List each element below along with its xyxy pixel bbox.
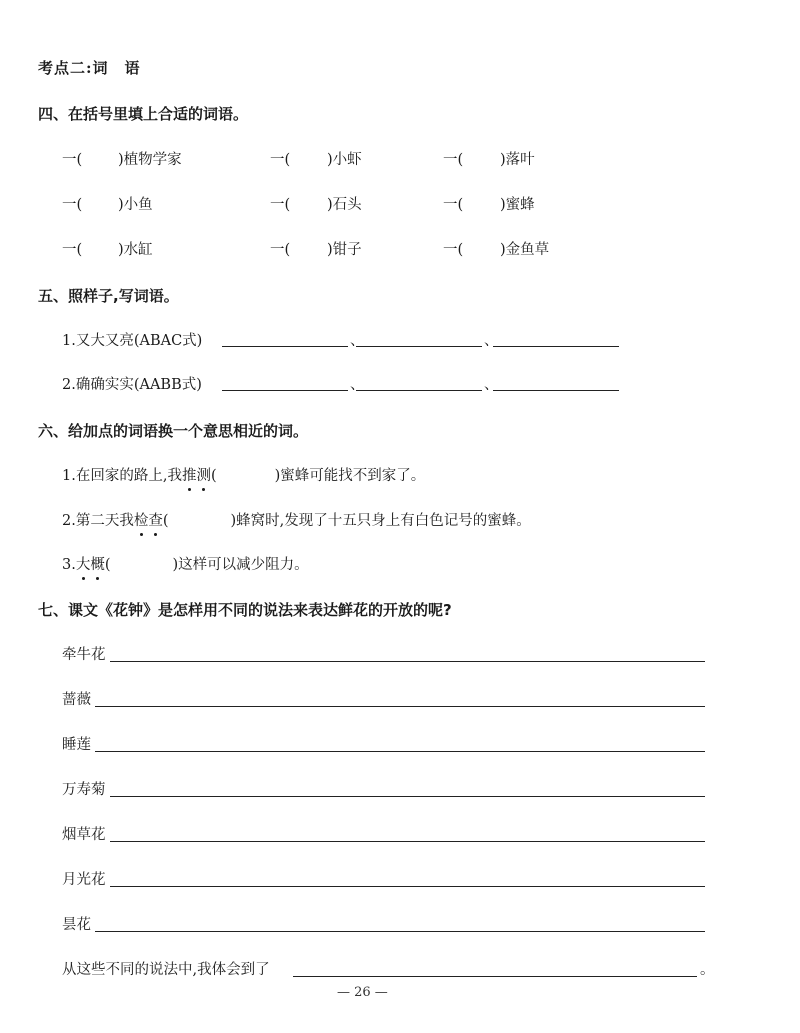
answer-line[interactable] [95,706,705,707]
sentence-text: )蜂窝时,发现了十五只身上有白色记号的蜜蜂。 [230,513,531,529]
flower-label: 月光花 [62,872,106,888]
fill-prefix: 一( [62,152,83,168]
sentence-text: 3. [62,557,76,573]
question-4-title: 四、在括号里填上合适的词语。 [38,105,249,123]
period: 。 [700,962,715,978]
answer-line[interactable] [110,796,705,797]
separator: 、 [484,377,499,393]
answer-line[interactable] [293,976,697,977]
fill-prefix: 一( [443,152,464,168]
question-5-title: 五、照样子,写词语。 [38,287,179,305]
fill-suffix: )蜜蜂 [500,197,535,213]
section-heading: 考点二:词 语 [38,59,141,77]
answer-line[interactable] [493,346,619,347]
fill-prefix: 一( [270,152,291,168]
fill-suffix: )石头 [327,197,362,213]
answer-line[interactable] [356,390,482,391]
dotted-char: 测 [196,468,211,484]
answer-line[interactable] [110,841,705,842]
flower-label: 牵牛花 [62,647,106,663]
separator: 、 [350,333,365,349]
flower-label: 睡莲 [62,737,91,753]
sentence-text: 1.在回家的路上,我 [62,468,182,484]
fill-suffix: )植物学家 [118,152,182,168]
open-paren: ( [162,513,169,529]
flower-label: 昙花 [62,917,91,933]
fill-prefix: 一( [443,242,464,258]
answer-line[interactable] [356,346,482,347]
fill-prefix: 一( [270,242,291,258]
answer-line[interactable] [110,886,705,887]
answer-line[interactable] [95,751,705,752]
question-6-title: 六、给加点的词语换一个意思相近的词。 [38,422,309,440]
dotted-char: 大 [75,557,91,573]
fill-prefix: 一( [62,242,83,258]
separator: 、 [350,377,365,393]
flower-label: 蔷薇 [62,692,91,708]
question-7-title: 七、课文《花钟》是怎样用不同的说法来表达鲜花的开放的呢? [38,601,452,619]
fill-suffix: )钳子 [327,242,362,258]
flower-label: 万寿菊 [62,782,106,798]
open-paren: ( [104,557,111,573]
fill-suffix: )水缸 [118,242,153,258]
dotted-char: 查 [148,513,163,529]
question-6-item-2 [62,509,531,530]
fill-prefix: 一( [62,197,83,213]
question-5-item-2-prompt: 2.确确实实(AABB式) [62,377,202,393]
fill-prefix: 一( [443,197,464,213]
answer-line[interactable] [222,390,348,391]
dotted-char: 检 [133,513,149,529]
answer-line[interactable] [110,661,705,662]
conclusion-prompt: 从这些不同的说法中,我体会到了 [62,962,270,978]
sentence-text: )这样可以减少阻力。 [172,557,309,573]
sentence-text: )蜜蜂可能找不到家了。 [274,468,426,484]
open-paren: ( [210,468,217,484]
fill-suffix: )落叶 [500,152,535,168]
dotted-char: 推 [181,468,197,484]
answer-line[interactable] [95,931,705,932]
fill-prefix: 一( [270,197,291,213]
question-6-item-1 [62,464,425,485]
question-5-item-1-prompt: 1.又大又亮(ABAC式) [62,333,203,349]
dotted-char: 概 [90,557,105,573]
answer-line[interactable] [493,390,619,391]
answer-line[interactable] [222,346,348,347]
page-number: — 26 — [337,985,388,1000]
question-6-item-3 [62,553,309,574]
fill-suffix: )小虾 [327,152,362,168]
fill-suffix: )小鱼 [118,197,153,213]
fill-suffix: )金鱼草 [500,242,550,258]
separator: 、 [484,333,499,349]
flower-label: 烟草花 [62,827,106,843]
sentence-text: 2.第二天我 [62,513,134,529]
